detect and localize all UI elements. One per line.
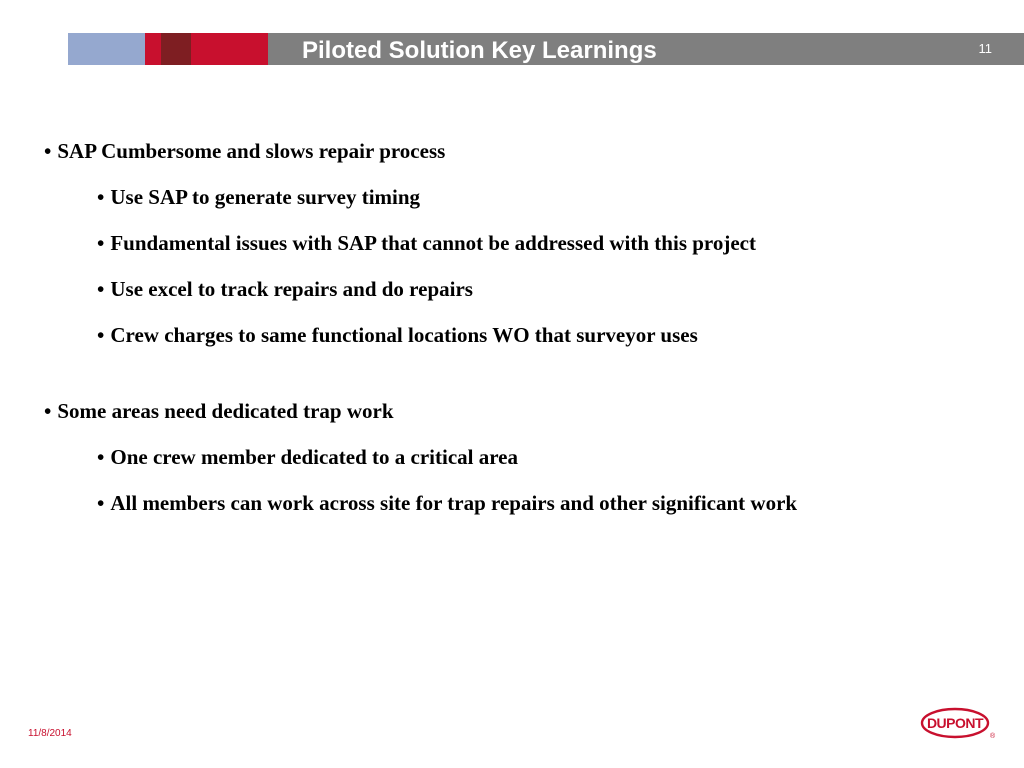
bullet-text: Use excel to track repairs and do repairs bbox=[110, 277, 473, 301]
bullet-glyph: • bbox=[97, 231, 105, 255]
sub-bullet-item bbox=[44, 442, 797, 472]
bullet-glyph: • bbox=[97, 277, 105, 301]
bullet-text: Crew charges to same functional locations WO that surveyor uses bbox=[110, 323, 698, 347]
bullet-glyph: • bbox=[97, 491, 105, 515]
slide-title: Piloted Solution Key Learnings bbox=[302, 37, 657, 64]
sub-bullet-item bbox=[44, 320, 797, 350]
header-band bbox=[68, 33, 1024, 65]
header-accent-red bbox=[145, 33, 161, 65]
bullet-list bbox=[44, 136, 797, 534]
logo-registered-mark: ® bbox=[990, 733, 996, 740]
header-accent-blue bbox=[68, 33, 145, 65]
header-accent-dark-red bbox=[161, 33, 191, 65]
bullet-text: Fundamental issues with SAP that cannot be addressed with this project bbox=[110, 231, 756, 255]
bullet-item bbox=[44, 136, 797, 166]
slide-number: 11 bbox=[978, 41, 992, 56]
bullet-text: One crew member dedicated to a critical area bbox=[110, 445, 518, 469]
bullet-glyph: • bbox=[44, 399, 52, 423]
logo-wordmark: DUPONT bbox=[926, 715, 984, 731]
header-accent-red-block bbox=[191, 33, 268, 65]
sub-bullet-item bbox=[44, 228, 797, 258]
sub-bullet-item bbox=[44, 274, 797, 304]
bullet-glyph: • bbox=[97, 445, 105, 469]
bullet-item bbox=[44, 396, 797, 426]
bullet-text: SAP Cumbersome and slows repair process bbox=[57, 139, 446, 163]
bullet-text: Some areas need dedicated trap work bbox=[57, 399, 394, 423]
bullet-text: Use SAP to generate survey timing bbox=[110, 185, 421, 209]
bullet-text: All members can work across site for trap repairs and other significant work bbox=[110, 491, 798, 515]
bullet-glyph: • bbox=[97, 185, 105, 209]
sub-bullet-item bbox=[44, 182, 797, 212]
dupont-logo bbox=[918, 706, 994, 740]
sub-bullet-item bbox=[44, 488, 797, 518]
bullet-glyph: • bbox=[44, 139, 52, 163]
bullet-glyph: • bbox=[97, 323, 105, 347]
footer-date: 11/8/2014 bbox=[28, 728, 72, 739]
